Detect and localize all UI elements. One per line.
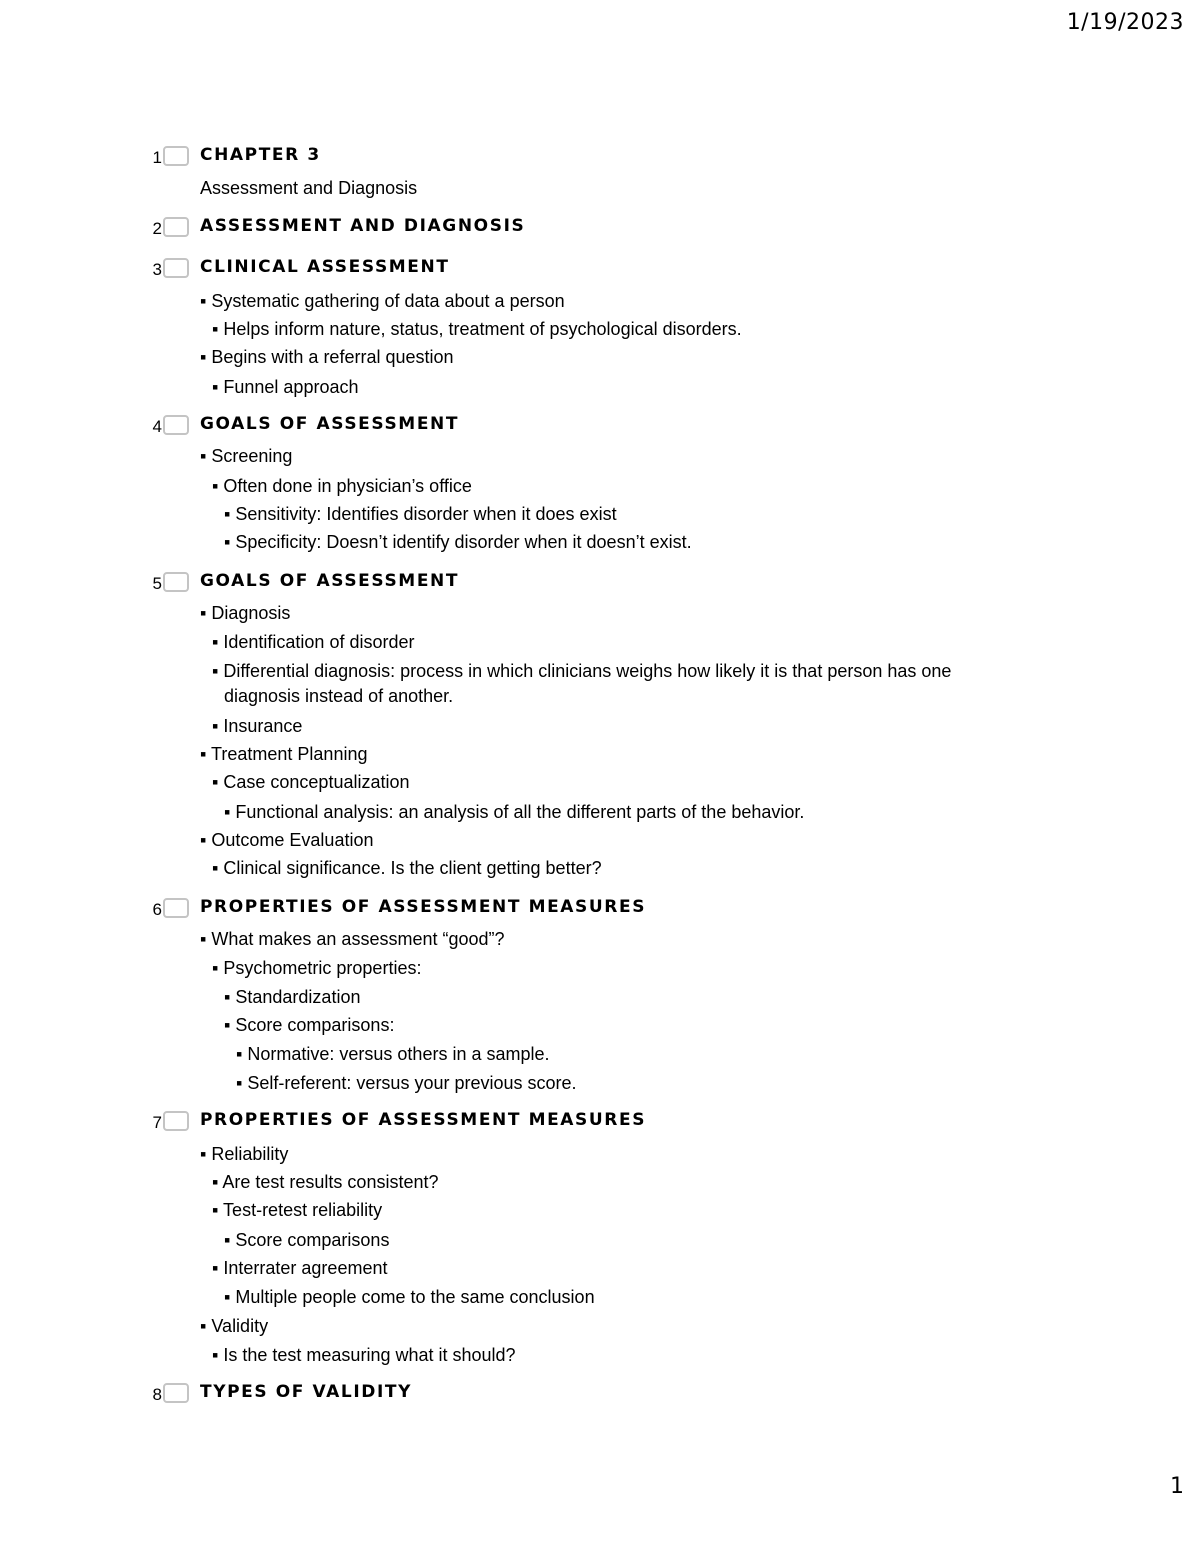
bullet: ▪ Are test results consistent? bbox=[212, 1172, 439, 1192]
bullet: ▪ Score comparisons bbox=[224, 1230, 390, 1250]
slide-number: 1 bbox=[152, 148, 162, 167]
slide-number: 2 bbox=[152, 219, 162, 238]
bullet: ▪ Clinical significance. Is the client getting better? bbox=[212, 858, 602, 878]
bullet: ▪ Is the test measuring what it should? bbox=[212, 1345, 516, 1365]
bullet: ▪ Functional analysis: an analysis of all the different parts of the behavior. bbox=[224, 802, 805, 822]
bullet: ▪ Differential diagnosis: process in which clinicians weighs how likely it is that person has one bbox=[212, 661, 952, 681]
bullet: ▪ Multiple people come to the same conclusion bbox=[224, 1287, 595, 1307]
slide-title: CLINICAL ASSESSMENT bbox=[200, 257, 450, 277]
slide-thumbnail-box bbox=[163, 217, 189, 237]
bullet: ▪ Reliability bbox=[200, 1144, 289, 1164]
slide-number: 4 bbox=[152, 417, 162, 436]
bullet: ▪ Self-referent: versus your previous score. bbox=[236, 1073, 577, 1093]
slide-thumbnail-box bbox=[163, 898, 189, 918]
bullet: ▪ Funnel approach bbox=[212, 377, 359, 397]
page-number: 1 bbox=[1170, 1474, 1184, 1499]
bullet: ▪ Diagnosis bbox=[200, 603, 291, 623]
bullet: ▪ Treatment Planning bbox=[200, 744, 368, 764]
slide-number: 7 bbox=[152, 1113, 162, 1132]
print-date: 1/19/2023 bbox=[1066, 10, 1184, 35]
bullet: ▪ Systematic gathering of data about a person bbox=[200, 291, 565, 311]
bullet: ▪ Score comparisons: bbox=[224, 1015, 395, 1035]
bullet: ▪ Helps inform nature, status, treatment of psychological disorders. bbox=[212, 319, 742, 339]
slide-subtitle: Assessment and Diagnosis bbox=[200, 178, 418, 198]
slide-title: ASSESSMENT AND DIAGNOSIS bbox=[200, 216, 526, 236]
slide-number: 5 bbox=[152, 574, 162, 593]
slide-thumbnail-box bbox=[163, 1383, 189, 1403]
slide-title: TYPES OF VALIDITY bbox=[200, 1382, 412, 1402]
bullet: ▪ Identification of disorder bbox=[212, 632, 415, 652]
bullet: ▪ Insurance bbox=[212, 716, 303, 736]
slide-thumbnail-box bbox=[163, 415, 189, 435]
bullet: ▪ Specificity: Doesn’t identify disorder when it doesn’t exist. bbox=[224, 532, 692, 552]
slide-title: GOALS OF ASSESSMENT bbox=[200, 414, 460, 434]
bullet: ▪ What makes an assessment “good”? bbox=[200, 929, 505, 949]
bullet: ▪ Outcome Evaluation bbox=[200, 830, 374, 850]
bullet: ▪ Case conceptualization bbox=[212, 772, 410, 792]
bullet: ▪ Interrater agreement bbox=[212, 1258, 388, 1278]
bullet: ▪ Validity bbox=[200, 1316, 269, 1336]
slide-number: 8 bbox=[152, 1385, 162, 1404]
bullet: ▪ Screening bbox=[200, 446, 293, 466]
bullet-continuation: diagnosis instead of another. bbox=[224, 686, 454, 706]
bullet: ▪ Often done in physician’s office bbox=[212, 476, 472, 496]
bullet: ▪ Standardization bbox=[224, 987, 361, 1007]
slide-title: PROPERTIES OF ASSESSMENT MEASURES bbox=[200, 1110, 647, 1130]
bullet: ▪ Sensitivity: Identifies disorder when it does exist bbox=[224, 504, 617, 524]
slide-thumbnail-box bbox=[163, 572, 189, 592]
slide-thumbnail-box bbox=[163, 1111, 189, 1131]
bullet: ▪ Normative: versus others in a sample. bbox=[236, 1044, 550, 1064]
bullet: ▪ Test-retest reliability bbox=[212, 1200, 383, 1220]
bullet: ▪ Begins with a referral question bbox=[200, 347, 454, 367]
slide-title: CHAPTER 3 bbox=[200, 145, 321, 165]
slide-thumbnail-box bbox=[163, 146, 189, 166]
slide-number: 3 bbox=[152, 260, 162, 279]
bullet: ▪ Psychometric properties: bbox=[212, 958, 422, 978]
slide-title: PROPERTIES OF ASSESSMENT MEASURES bbox=[200, 897, 647, 917]
slide-number: 6 bbox=[152, 900, 162, 919]
slide-title: GOALS OF ASSESSMENT bbox=[200, 571, 460, 591]
slide-thumbnail-box bbox=[163, 258, 189, 278]
